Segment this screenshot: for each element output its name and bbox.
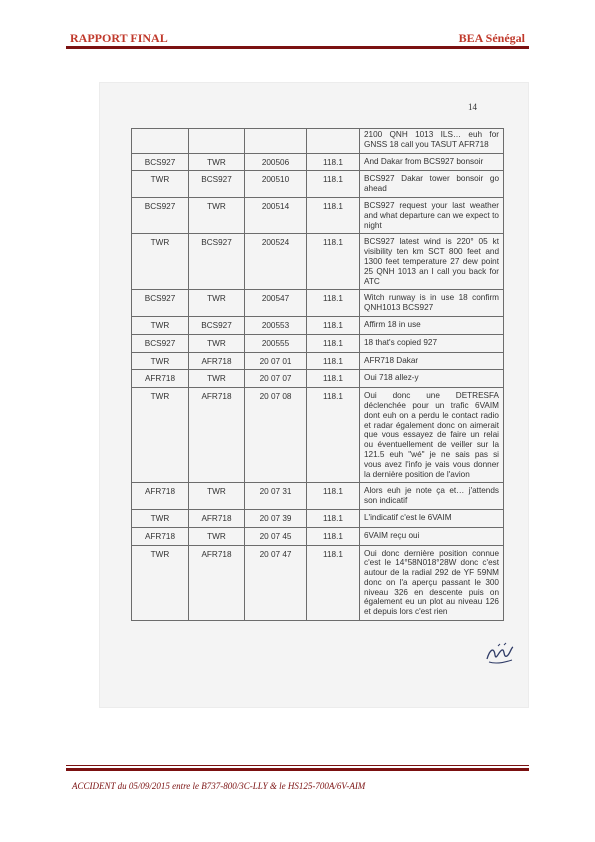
cell-from: TWR xyxy=(132,388,189,483)
cell-freq: 118.1 xyxy=(307,545,360,621)
table-row xyxy=(132,352,504,370)
cell-time: 200524 xyxy=(245,234,307,290)
table-row xyxy=(132,290,504,317)
cell-from: BCS927 xyxy=(132,334,189,352)
cell-to: AFR718 xyxy=(189,352,245,370)
cell-time: 200553 xyxy=(245,316,307,334)
cell-to: TWR xyxy=(189,527,245,545)
footer-rule-thin xyxy=(66,765,529,766)
cell-time: 200510 xyxy=(245,171,307,198)
table-row xyxy=(132,527,504,545)
cell-time: 20 07 01 xyxy=(245,352,307,370)
cell-to: AFR718 xyxy=(189,509,245,527)
cell-freq: 118.1 xyxy=(307,153,360,171)
cell-from xyxy=(132,129,189,154)
cell-message: 18 that's copied 927 xyxy=(360,334,504,352)
cell-time: 20 07 47 xyxy=(245,545,307,621)
table-row xyxy=(132,545,504,621)
cell-from: TWR xyxy=(132,316,189,334)
cell-message: And Dakar from BCS927 bonsoir xyxy=(360,153,504,171)
cell-from: AFR718 xyxy=(132,370,189,388)
table-row xyxy=(132,370,504,388)
cell-to: AFR718 xyxy=(189,545,245,621)
cell-message: Witch runway is in use 18 confirm QNH1013 BCS927 xyxy=(360,290,504,317)
table-row xyxy=(132,388,504,483)
cell-to: TWR xyxy=(189,483,245,510)
cell-message: L'indicatif c'est le 6VAIM xyxy=(360,509,504,527)
cell-message: BCS927 latest wind is 220° 05 kt visibility ten km SCT 800 feet and 1300 feet temperature 27 dew point 25 QNH 1013 an I call you back for ATC xyxy=(360,234,504,290)
cell-time xyxy=(245,129,307,154)
cell-to: BCS927 xyxy=(189,234,245,290)
cell-from: TWR xyxy=(132,171,189,198)
table-row xyxy=(132,316,504,334)
cell-message: AFR718 Dakar xyxy=(360,352,504,370)
cell-freq: 118.1 xyxy=(307,352,360,370)
cell-freq: 118.1 xyxy=(307,483,360,510)
cell-message: 2100 QNH 1013 ILS… euh for GNSS 18 call you TASUT AFR718 xyxy=(360,129,504,154)
transcript-body xyxy=(132,129,504,621)
cell-message: Alors euh je note ça et… j'attends son indicatif xyxy=(360,483,504,510)
table-row xyxy=(132,171,504,198)
cell-time: 20 07 07 xyxy=(245,370,307,388)
footer-rule xyxy=(66,768,529,771)
table-row xyxy=(132,197,504,233)
cell-to: TWR xyxy=(189,370,245,388)
cell-message: Oui donc dernière position connue c'est le 14°58N018°28W donc c'est autour de la radial 292 de YF 59NM donc on l'a aperçu passant le 300 niveau 326 en descente puis on également eu un plot au niveau 126 et depuis lors c'est rien xyxy=(360,545,504,621)
cell-freq: 118.1 xyxy=(307,234,360,290)
cell-freq: 118.1 xyxy=(307,388,360,483)
table-row xyxy=(132,483,504,510)
cell-to: AFR718 xyxy=(189,388,245,483)
cell-to: BCS927 xyxy=(189,171,245,198)
cell-to: TWR xyxy=(189,197,245,233)
cell-time: 20 07 39 xyxy=(245,509,307,527)
cell-time: 20 07 45 xyxy=(245,527,307,545)
cell-message: 6VAIM reçu oui xyxy=(360,527,504,545)
cell-from: TWR xyxy=(132,509,189,527)
cell-time: 200514 xyxy=(245,197,307,233)
cell-time: 200555 xyxy=(245,334,307,352)
table-row xyxy=(132,334,504,352)
table-row xyxy=(132,234,504,290)
cell-time: 20 07 31 xyxy=(245,483,307,510)
cell-from: AFR718 xyxy=(132,527,189,545)
cell-to: TWR xyxy=(189,334,245,352)
organization-name: BEA Sénégal xyxy=(458,31,525,45)
cell-freq: 118.1 xyxy=(307,171,360,198)
cell-freq: 118.1 xyxy=(307,509,360,527)
cell-message: Oui 718 allez-y xyxy=(360,370,504,388)
cell-time: 200547 xyxy=(245,290,307,317)
table-row xyxy=(132,129,504,154)
cell-from: BCS927 xyxy=(132,197,189,233)
cell-freq: 118.1 xyxy=(307,290,360,317)
cell-from: TWR xyxy=(132,234,189,290)
cell-message: BCS927 Dakar tower bonsoir go ahead xyxy=(360,171,504,198)
footer-text: ACCIDENT du 05/09/2015 entre le B737-800/3C-LLY & le HS125-700A/6V-AIM xyxy=(72,781,366,791)
page-number: 14 xyxy=(468,102,477,112)
header-rule xyxy=(66,46,529,49)
cell-freq: 118.1 xyxy=(307,334,360,352)
cell-freq: 118.1 xyxy=(307,197,360,233)
cell-to: TWR xyxy=(189,153,245,171)
cell-to: BCS927 xyxy=(189,316,245,334)
cell-to: TWR xyxy=(189,290,245,317)
cell-to xyxy=(189,129,245,154)
cell-freq: 118.1 xyxy=(307,527,360,545)
cell-message: BCS927 request your last weather and what departure can we expect to night xyxy=(360,197,504,233)
cell-message: Oui donc une DETRESFA déclenchée pour un trafic 6VAIM dont euh on a perdu le contact radio et radar également donc on aimerait que vous essayez de faire un relai ou éventuellement de veiller sur la 121.5 euh "wé" je ne sais pas si vous avez l'info je vais vous donner la dernière position de l'avion xyxy=(360,388,504,483)
transcript-table xyxy=(131,128,504,621)
report-title: RAPPORT FINAL xyxy=(70,31,168,45)
cell-from: BCS927 xyxy=(132,153,189,171)
table-row xyxy=(132,509,504,527)
cell-from: AFR718 xyxy=(132,483,189,510)
cell-freq: 118.1 xyxy=(307,370,360,388)
cell-time: 20 07 08 xyxy=(245,388,307,483)
signature-mark xyxy=(483,641,517,667)
cell-message: Affirm 18 in use xyxy=(360,316,504,334)
cell-from: TWR xyxy=(132,352,189,370)
cell-freq xyxy=(307,129,360,154)
cell-from: BCS927 xyxy=(132,290,189,317)
cell-from: TWR xyxy=(132,545,189,621)
cell-freq: 118.1 xyxy=(307,316,360,334)
table-row xyxy=(132,153,504,171)
cell-time: 200506 xyxy=(245,153,307,171)
